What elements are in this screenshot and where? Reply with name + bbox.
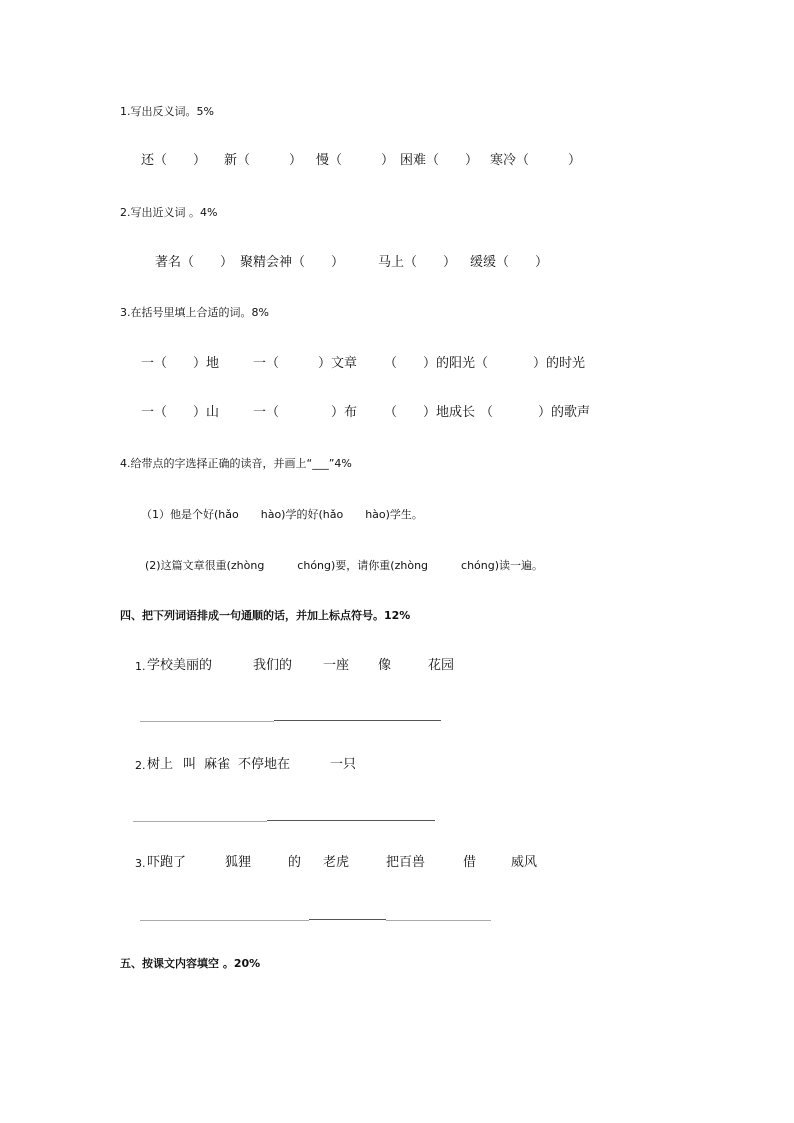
q3-row2-item2: 一（ ）布 <box>253 405 358 420</box>
section4-item2-answer-line-left <box>133 821 267 822</box>
q3-row2-item1: 一（ ）山 <box>141 405 220 420</box>
section4-item1-word2: 我们的 <box>253 658 293 673</box>
section4-item3-word4: 老虎 <box>323 855 350 870</box>
section4-item3-answer-line-left <box>140 920 309 921</box>
q1-item-kunnan: 困难（ ） <box>400 153 479 168</box>
q1-title: 1.写出反义词。5% <box>120 105 214 118</box>
section4-item3-word3: 的 <box>288 855 302 870</box>
section4-item2-word2: 叫 <box>183 757 197 772</box>
section4-item3-word2: 狐狸 <box>225 855 252 870</box>
q3-row1-item3: （ ）的阳光（ <box>384 356 489 371</box>
section4-item3-answer-line-mid <box>309 919 386 920</box>
section4-item3-label: 3. <box>135 857 146 870</box>
section4-title: 四、把下列词语排成一句通顺的话，并加上标点符号。12% <box>120 609 411 622</box>
section4-item1-answer-line-left <box>140 721 274 722</box>
section4-item3-word1: 吓跑了 <box>147 855 187 870</box>
section4-item1-word5: 花园 <box>428 658 455 673</box>
section4-item1-answer-line-right <box>274 720 441 721</box>
section4-item2-label: 2. <box>135 759 146 772</box>
q2-item-jujinghuishen: 聚精会神（ ） <box>240 255 345 270</box>
q2-item-huanhuan: 缓缓（ ） <box>470 255 549 270</box>
q3-row2-item4-open: （ <box>480 405 494 420</box>
section4-item2-word3: 麻雀 <box>204 757 231 772</box>
q1-item-man: 慢（ ） <box>316 153 395 168</box>
q2-item-mashang: 马上（ ） <box>378 255 457 270</box>
q3-row1-item2: 一（ ）文章 <box>253 356 358 371</box>
section5-title: 五、按课文内容填空 。20% <box>120 957 261 970</box>
q4-line1: （1）他是个好(hǎo hào)学的好(hǎo hào)学生。 <box>141 508 423 521</box>
q4-title: 4.给带点的字选择正确的读音，并画上“___”4% <box>120 457 352 470</box>
q3-title: 3.在括号里填上合适的词。8% <box>120 306 269 319</box>
section4-item2-word5: 一只 <box>330 757 357 772</box>
section4-item1-label: 1. <box>135 660 146 673</box>
q2-item-zhuming: 著名（ ） <box>155 255 234 270</box>
section4-item1-word3: 一座 <box>323 658 350 673</box>
section4-item3-word6: 借 <box>463 855 477 870</box>
q3-row2-item3: （ ）地成长 <box>384 405 476 420</box>
section4-item3-word5: 把百兽 <box>386 855 426 870</box>
section4-item2-word1: 树上 <box>147 757 174 772</box>
q3-row1-item4: ）的时光 <box>533 356 586 371</box>
q2-title: 2.写出近义词 。4% <box>120 206 218 219</box>
section4-item1-word1: 学校美丽的 <box>147 658 213 673</box>
section4-item3-word7: 威风 <box>511 855 538 870</box>
q3-row1-item1: 一（ ）地 <box>141 356 220 371</box>
q1-item-xin: 新（ ） <box>224 153 303 168</box>
q3-row2-item4-close: ）的歌声 <box>538 405 591 420</box>
q1-item-hanleng: 寒冷（ ） <box>490 153 582 168</box>
q1-item-huan: 还（ ） <box>141 153 207 168</box>
section4-item2-word4: 不停地在 <box>238 757 291 772</box>
section4-item3-answer-line-right <box>386 920 491 921</box>
section4-item2-answer-line-right <box>267 820 435 821</box>
q4-line2: (2)这篇文章很重(zhòng chóng)要，请你重(zhòng chóng)读一遍。 <box>145 559 544 572</box>
section4-item1-word4: 像 <box>378 658 392 673</box>
